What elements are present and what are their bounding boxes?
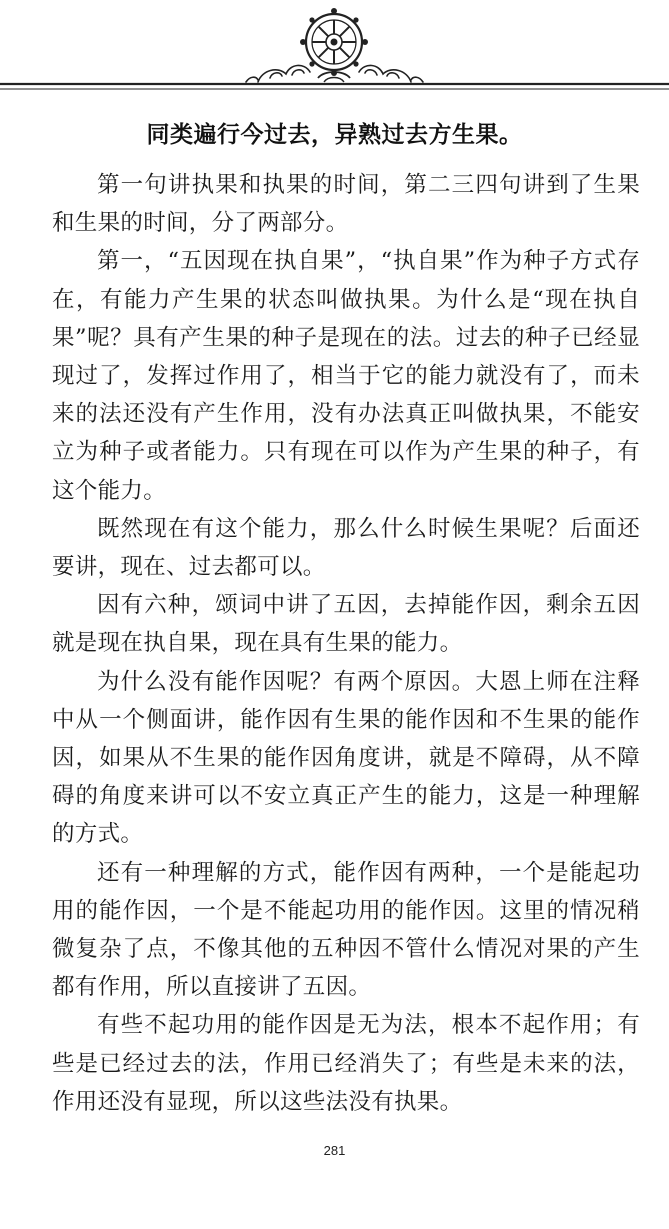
paragraph: 第一句讲执果和执果的时间，第二三四句讲到了生果和生果的时间，分了两部分。 — [52, 172, 640, 237]
paragraph: 还有一种理解的方式，能作因有两种，一个是能起功用的能作因，一个是不能起功用的能作因。这里的情况稍微复杂了点，不像其他的五种因不管什么情况对果的产生都有作用，所以直接讲了五因。 — [52, 859, 640, 1001]
header-rule — [0, 84, 669, 89]
paragraph: 因有六种，颂词中讲了五因，去掉能作因，剩余五因就是现在执自果，现在具有生果的能力。 — [52, 592, 640, 657]
verse-heading: 同类遍行今过去，异熟过去方生果。 — [146, 122, 523, 148]
paragraph: 第一，“五因现在执自果”，“执自果”作为种子方式存在，有能力产生果的状态叫做执果。为什么是“现在执自果”呢？具有产生果的种子是现在的法。过去的种子已经显现过了，发挥过作用了，相当于它的能力就没有了，而未来的法还没有产生作用，没有办法真正叫做执果，不能安立为种子或者能力。只有现在可以作为产生果的种子，有这个能力。 — [52, 248, 640, 504]
body-text — [52, 166, 640, 1121]
right-cloud-ornament — [359, 65, 423, 82]
paragraph: 为什么没有能作因呢？有两个原因。大恩上师在注释中从一个侧面讲，能作因有生果的能作因和不生果的能作因，如果从不生果的能作因角度讲，就是不障碍，从不障碍的角度来讲可以不安立真正产生的能力，这是一种理解的方式。 — [52, 668, 640, 848]
paragraph: 有些不起功用的能作因是无为法，根本不起作用；有些是已经过去的法，作用已经消失了；有些是未来的法，作用还没有显现，所以这些法没有执果。 — [52, 1012, 640, 1115]
header-ornament — [0, 0, 669, 96]
left-cloud-ornament — [246, 65, 310, 82]
page-number: 281 — [323, 1143, 346, 1158]
paragraph: 既然现在有这个能力，那么什么时候生果呢？后面还要讲，现在、过去都可以。 — [52, 515, 640, 581]
